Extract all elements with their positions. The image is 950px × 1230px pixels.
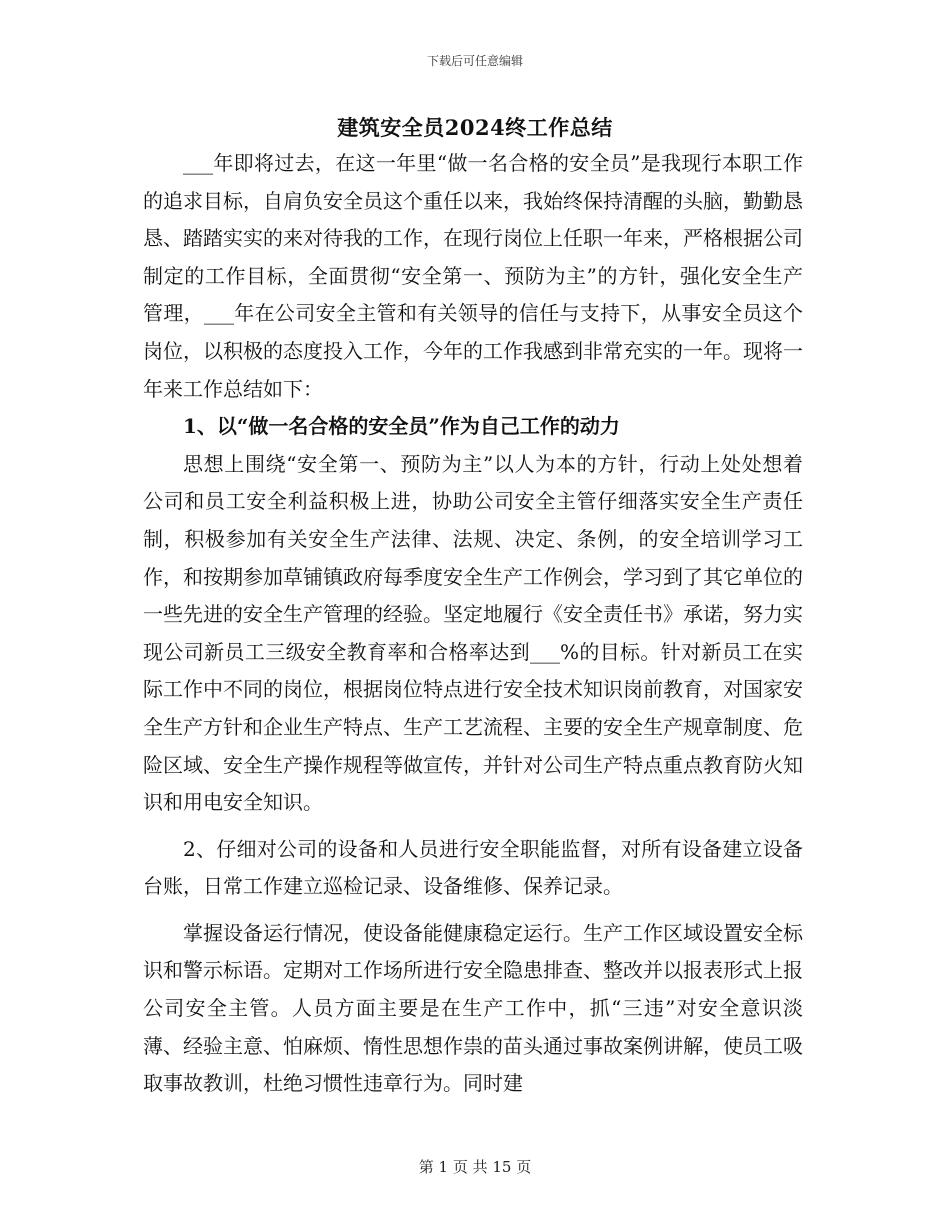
section-heading-1: 1、以“做一名合格的安全员”作为自己工作的动力 (183, 414, 620, 439)
document-body (143, 145, 803, 1103)
intro-paragraph: ___年即将过去，在这一年里“做一名合格的安全员”是我现行本职工作的追求目标，自肩负安全员这个重任以来，我始终保持清醒的头脑，勤勤恳恳、踏踏实实的来对待我的工作，在现行岗位上任职一年来，严格根据公司制定的工作目标，全面贯彻“安全第一、预防为主”的方针，强化安全生产管理，___年在公司安全主管和有关领导的信任与支持下，从事安全员这个岗位，以积极的态度投入工作，今年的工作我感到非常充实的一年。现将一年来工作总结如下： (143, 151, 803, 401)
page-header-note: 下载后可任意编辑 (426, 54, 523, 68)
section-1-paragraph: 思想上围绕“安全第一、预防为主”以人为本的方针，行动上处处想着公司和员工安全利益积极上进，协助公司安全主管仔细落实安全生产责任制，积极参加有关安全生产法律、法规、决定、条例，的安全培训学习工作，和按期参加草铺镇政府每季度安全生产工作例会，学习到了其它单位的一些先进的安全生产管理的经验。坚定地履行《安全责任书》承诺，努力实现公司新员工三级安全教育率和合格率达到___%的目标。针对新员工在实际工作中不同的岗位，根据岗位特点进行安全技术知识岗前教育，对国家安全生产方针和企业生产特点、生产工艺流程、主要的安全生产规章制度、危险区域、安全生产操作规程等做宣传，并针对公司生产特点重点教育防火知识和用电安全知识。 (143, 451, 803, 815)
page-number: 第 1 页 共 15 页 (418, 1158, 532, 1176)
section-2-detail-paragraph: 掌握设备运行情况，使设备能健康稳定运行。生产工作区域设置安全标识和警示标语。定期对工作场所进行安全隐患排查、整改并以报表形式上报公司安全主管。人员方面主要是在生产工作中，抓“三违”对安全意识淡薄、经验主意、怕麻烦、惰性思想作祟的苗头通过事故案例讲解，使员工吸取事故教训，杜绝习惯性违章行为。同时建 (143, 920, 803, 1096)
section-2-paragraph: 2、仔细对公司的设备和人员进行安全职能监督，对所有设备建立设备台账，日常工作建立巡检记录、设备维修、保养记录。 (143, 836, 803, 899)
document-title: 建筑安全员2024终工作总结 (337, 115, 613, 140)
